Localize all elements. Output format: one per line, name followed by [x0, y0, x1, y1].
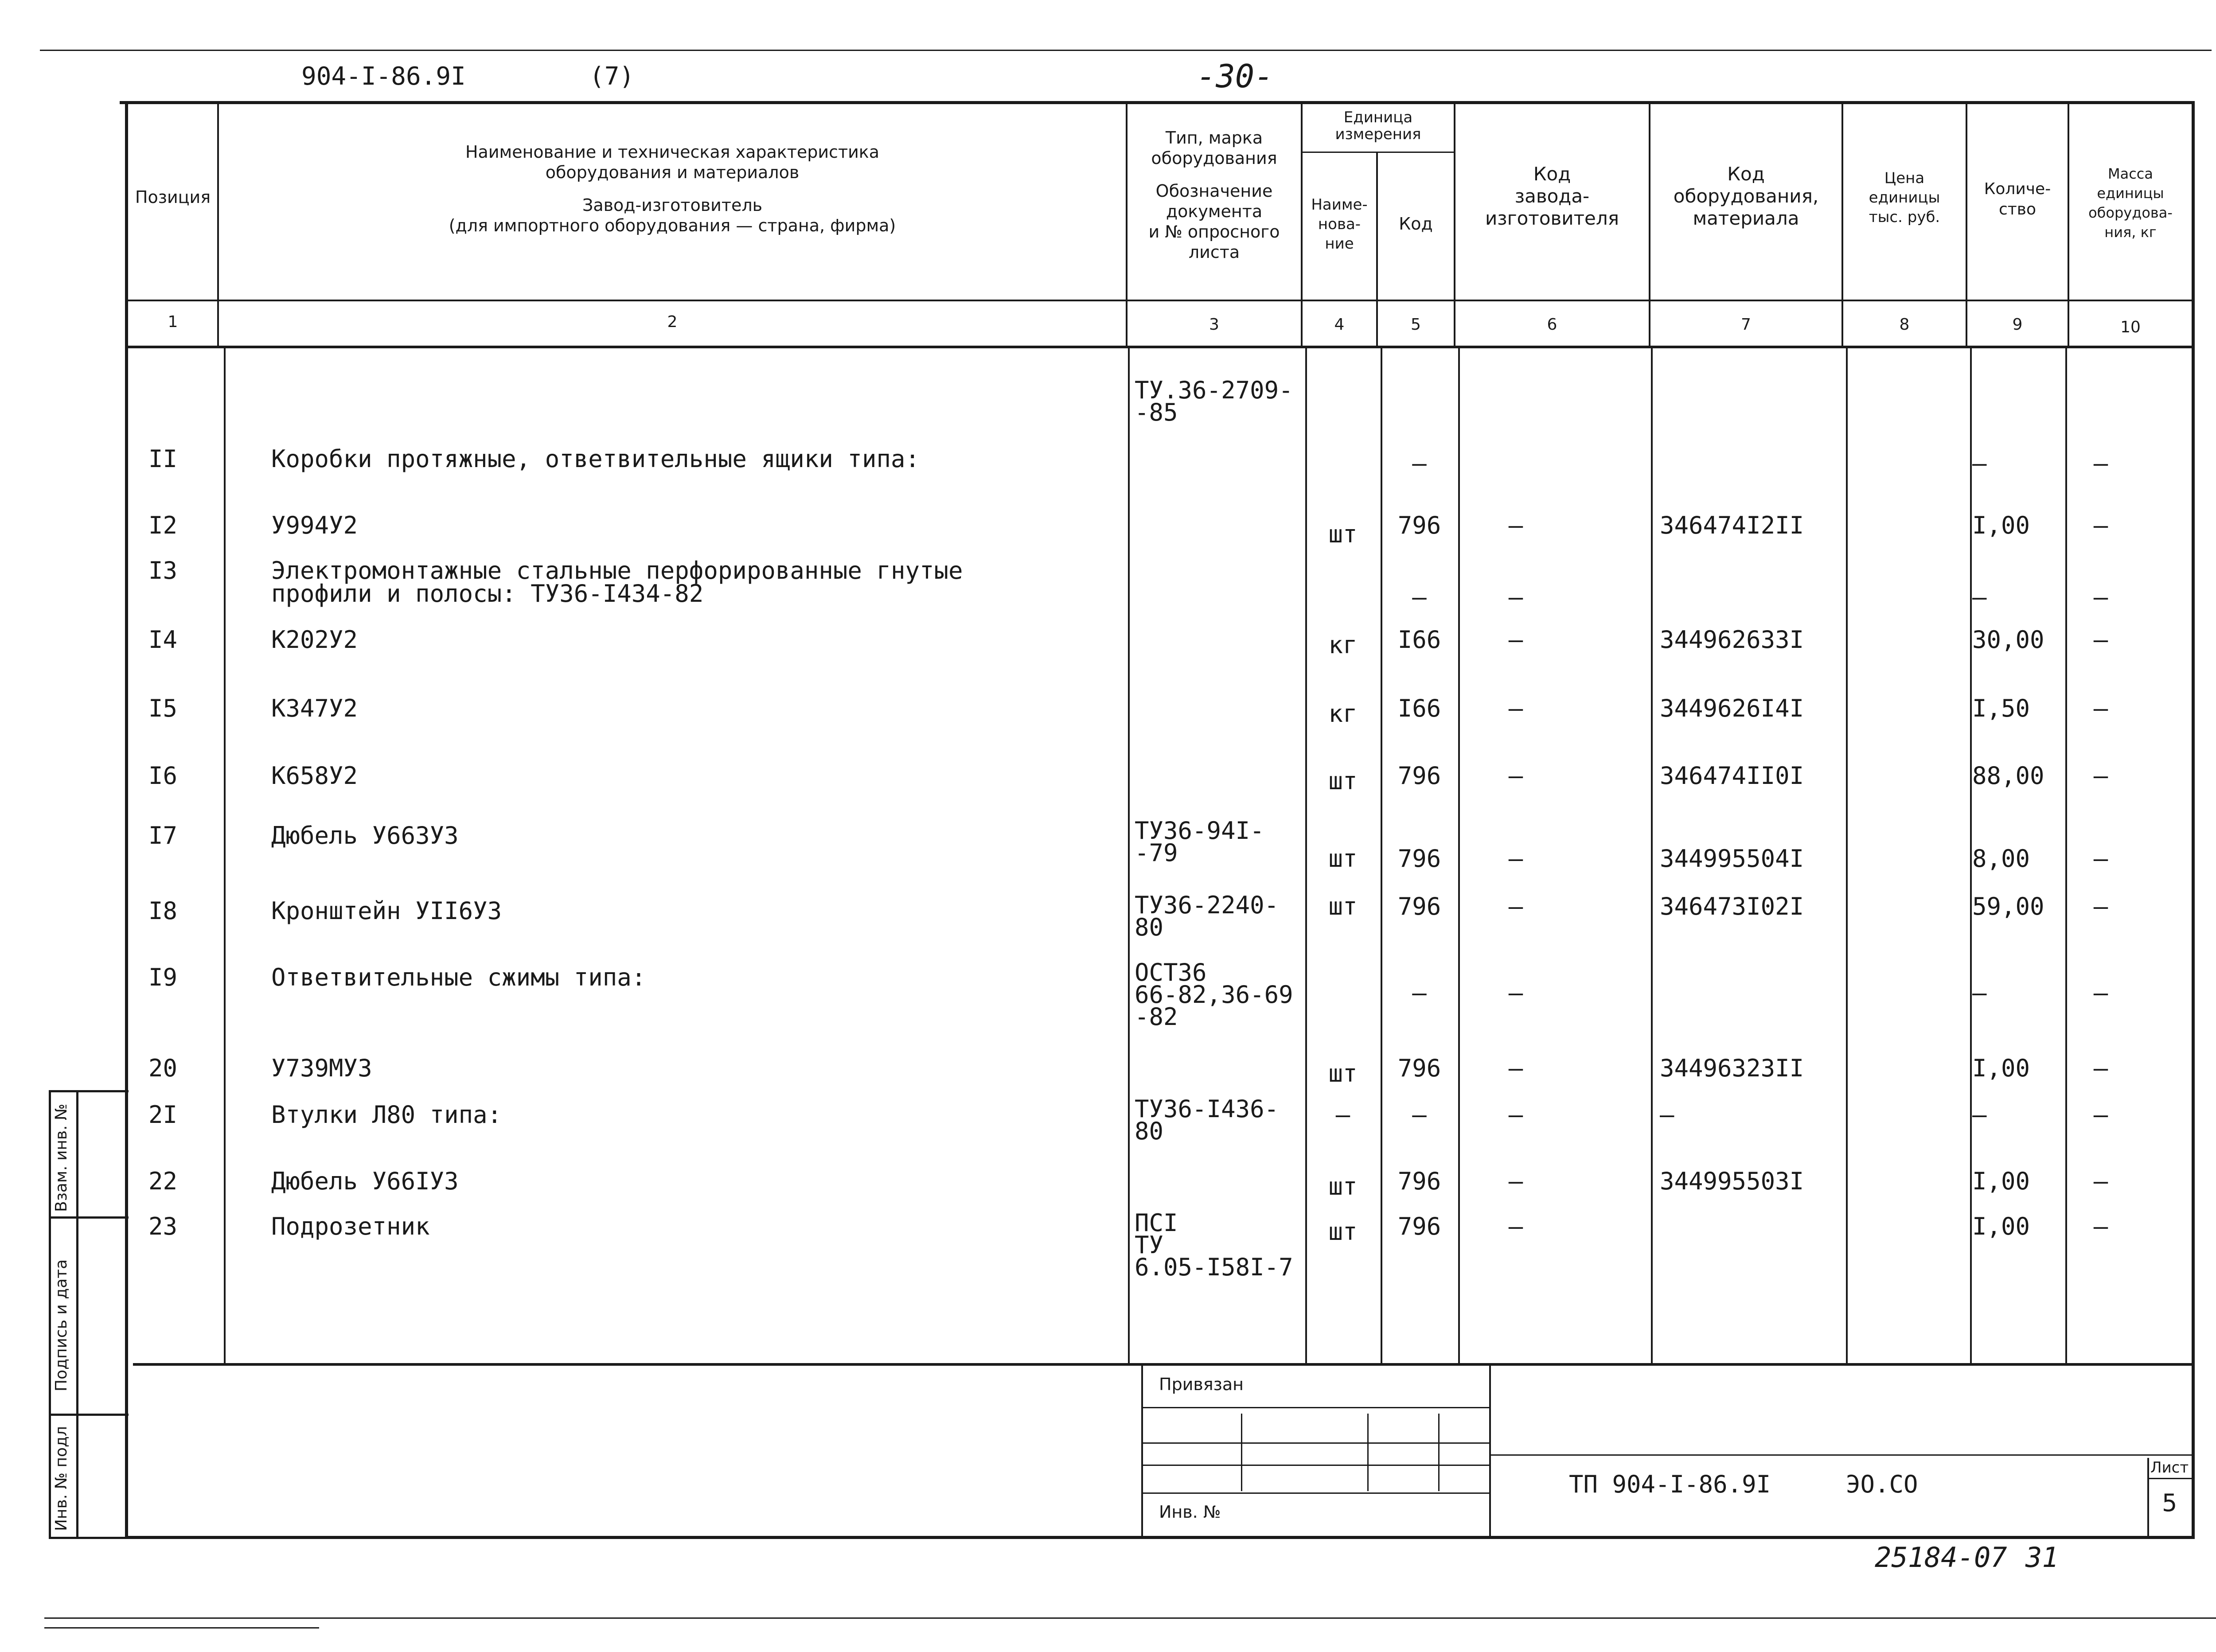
col-unit-code-header: Код: [1399, 214, 1433, 234]
cell-unit-code: 796: [1397, 762, 1441, 790]
cell-quantity: 59,00: [1972, 892, 2044, 920]
body-div-1: [224, 348, 226, 1363]
cell-name: У739МУ3: [271, 1054, 372, 1082]
cell-name: У994У2: [271, 511, 358, 539]
cell-equipment-code: 346474I2II: [1660, 511, 1804, 539]
side-stamp-sep-2: [49, 1414, 129, 1416]
cell-unit-code: 796: [1397, 892, 1441, 920]
cell-document: ТУ36-94I- -79: [1135, 817, 1264, 867]
cell-unit-name: шт: [1328, 520, 1358, 548]
cell-unit-name: шт: [1328, 1173, 1358, 1200]
body-div-6: [1651, 348, 1653, 1363]
cell-unit-name: шт: [1328, 1218, 1358, 1246]
cell-unit-code: I66: [1397, 694, 1441, 722]
archive-page: 31: [2025, 1541, 2059, 1574]
stamp-grid-v3: [1438, 1414, 1440, 1491]
cell-unit-code: –: [1412, 449, 1427, 477]
cell-name: Электромонтажные стальные перфорированные гнутые профили и полосы: ТУ36-I434-82: [271, 557, 963, 608]
cell-quantity: I,00: [1972, 1054, 2030, 1082]
cell-quantity: –: [1972, 1101, 1987, 1129]
side-stamp-bottom: [49, 1537, 129, 1539]
stamp-grid-1: [1141, 1407, 1489, 1408]
frame-right: [2192, 101, 2195, 1539]
cell-factory-code: –: [1508, 1212, 1523, 1240]
bottom-rule-1: [44, 1617, 2216, 1619]
cell-mass: –: [2093, 1167, 2108, 1195]
unit-subrule: [1302, 152, 1455, 153]
cell-position: I7: [148, 822, 178, 849]
stamp-linked-label: Привязан: [1159, 1375, 1244, 1394]
cell-position: 2I: [148, 1101, 178, 1129]
cell-mass: –: [2093, 1101, 2108, 1129]
cell-quantity: –: [1972, 583, 1987, 611]
cell-mass: –: [2093, 979, 2108, 1007]
col-num-4: 4: [1334, 316, 1345, 334]
stamp-sheet-rule: [2147, 1478, 2194, 1479]
hdr-rule: [126, 300, 2194, 301]
col-position-header: Позиция: [135, 187, 211, 207]
col-type-header: Тип, марка оборудования Обозначение документа и № опросного листа: [1148, 128, 1280, 262]
cell-quantity: I,00: [1972, 1167, 2030, 1195]
cell-name: Втулки Л80 типа:: [271, 1101, 502, 1129]
side-vzam-inv: Взам. инв. №: [52, 1103, 70, 1212]
body-div-7: [1846, 348, 1848, 1363]
cell-mass: –: [2093, 694, 2108, 722]
stamp-grid-2: [1141, 1442, 1489, 1444]
doc-code: 904-I-86.9I: [301, 62, 466, 91]
cell-position: I9: [148, 963, 178, 991]
cell-position: 23: [148, 1212, 178, 1240]
col-mass-header: Масса единицы оборудова- ния, кг: [2088, 165, 2173, 241]
col-num-8: 8: [1899, 316, 1910, 334]
col-num-3: 3: [1209, 316, 1219, 334]
stamp-grid-v2: [1367, 1414, 1369, 1491]
stamp-div-right: [1489, 1366, 1491, 1536]
cell-position: I2: [148, 511, 178, 539]
cell-factory-code: –: [1508, 694, 1523, 722]
cell-factory-code: –: [1508, 626, 1523, 654]
cell-unit-name: кг: [1328, 631, 1358, 659]
cell-position: I6: [148, 762, 178, 790]
frame-bottom: [125, 1536, 2195, 1539]
body-div-3: [1305, 348, 1307, 1363]
top-rule: [40, 50, 2212, 51]
col-num-5: 5: [1411, 316, 1421, 334]
cell-position: 20: [148, 1054, 178, 1082]
col-name-header: Наименование и техническая характеристика оборудования и материалов Завод-изготовитель (для импортного оборудования — страна, фирма): [449, 142, 896, 235]
cell-unit-code: 796: [1397, 845, 1441, 873]
cell-mass: –: [2093, 845, 2108, 873]
cell-position: I5: [148, 694, 178, 722]
cell-position: 22: [148, 1167, 178, 1195]
cell-unit-name: –: [1335, 1101, 1350, 1129]
col-num-6: 6: [1547, 316, 1557, 334]
cell-document: ТУ36-I436- 80: [1135, 1095, 1279, 1145]
body-div-5: [1458, 348, 1460, 1363]
cell-unit-name: шт: [1328, 892, 1358, 920]
cell-quantity: 30,00: [1972, 626, 2044, 654]
cell-factory-code: –: [1508, 845, 1523, 873]
cell-position: I8: [148, 897, 178, 925]
cell-unit-code: 796: [1397, 1167, 1441, 1195]
cell-equipment-code: –: [1660, 1101, 1674, 1129]
cell-document: ТУ.36-2709- -85: [1135, 376, 1293, 426]
cell-factory-code: –: [1508, 583, 1523, 611]
cell-name: Дюбель У663У3: [271, 822, 459, 849]
side-inv-podl: Инв. № подл: [52, 1426, 70, 1531]
cell-mass: –: [2093, 892, 2108, 920]
col-factory-code-header: Код завода- изготовителя: [1485, 163, 1619, 229]
col-num-1: 1: [168, 313, 178, 331]
stamp-grid-v1: [1241, 1414, 1242, 1491]
cell-unit-name: шт: [1328, 767, 1358, 795]
col-num-10: 10: [2120, 318, 2141, 336]
side-stamp-left: [49, 1090, 51, 1538]
cell-factory-code: –: [1508, 892, 1523, 920]
hdr-div-8: [1966, 103, 1967, 347]
variant-label: (7): [589, 62, 635, 91]
cell-equipment-code: 346473I02I: [1660, 892, 1804, 920]
cell-name: Кронштейн УII6У3: [271, 897, 502, 925]
hdr-rule-bold: [126, 346, 2194, 348]
stamp-inv-label: Инв. №: [1159, 1502, 1221, 1522]
cell-equipment-code: 344995503I: [1660, 1167, 1804, 1195]
cell-document: ТУ36-2240- 80: [1135, 891, 1279, 941]
cell-unit-code: –: [1412, 979, 1427, 1007]
cell-mass: –: [2093, 583, 2108, 611]
cell-unit-code: I66: [1397, 626, 1441, 654]
cell-equipment-code: 344995504I: [1660, 845, 1804, 873]
cell-name: К202У2: [271, 626, 358, 654]
body-div-2: [1128, 348, 1130, 1363]
stamp-designation: ТП 904-I-86.9I: [1569, 1470, 1771, 1498]
cell-unit-code: 796: [1397, 1212, 1441, 1240]
stamp-grid-3: [1141, 1465, 1489, 1466]
side-stamp-mid: [76, 1090, 78, 1538]
col-equip-code-header: Код оборудования, материала: [1673, 163, 1819, 229]
cell-unit-name: кг: [1328, 700, 1358, 728]
side-stamp-top: [49, 1090, 129, 1092]
cell-factory-code: –: [1508, 979, 1523, 1007]
col-unit-name-header: Наиме- нова- ние: [1311, 196, 1368, 253]
cell-quantity: –: [1972, 979, 1987, 1007]
cell-name: К347У2: [271, 694, 358, 722]
cell-unit-code: 796: [1397, 511, 1441, 539]
cell-unit-code: 796: [1397, 1054, 1441, 1082]
body-div-8: [1970, 348, 1972, 1363]
col-unit-header: Единица измерения: [1335, 109, 1421, 143]
bottom-rule-2: [44, 1627, 319, 1629]
cell-name: Коробки протяжные, ответвительные ящики типа:: [271, 445, 920, 473]
cell-factory-code: –: [1508, 1054, 1523, 1082]
cell-mass: –: [2093, 626, 2108, 654]
stamp-div-left: [1141, 1366, 1143, 1536]
cell-factory-code: –: [1508, 511, 1523, 539]
body-div-4: [1381, 348, 1382, 1363]
frame-left: [125, 101, 128, 1539]
cell-unit-code: –: [1412, 1101, 1427, 1129]
cell-equipment-code: 344962633I: [1660, 626, 1804, 654]
archive-number: 25184-07: [1875, 1541, 2007, 1574]
cell-equipment-code: 3449626I4I: [1660, 694, 1804, 722]
cell-mass: –: [2093, 511, 2108, 539]
cell-unit-name: шт: [1328, 845, 1358, 873]
cell-mass: –: [2093, 449, 2108, 477]
cell-name: Ответвительные сжимы типа:: [271, 963, 646, 991]
cell-name: К658У2: [271, 762, 358, 790]
cell-mass: –: [2093, 762, 2108, 790]
cell-quantity: 8,00: [1972, 845, 2030, 873]
body-div-9: [2065, 348, 2067, 1363]
col-qty-header: Количе- ство: [1984, 180, 2051, 218]
stamp-sheet-divider: [2147, 1458, 2149, 1536]
cell-position: I4: [148, 626, 178, 654]
cell-factory-code: –: [1508, 762, 1523, 790]
cell-mass: –: [2093, 1054, 2108, 1082]
side-sign-date: Подпись и дата: [52, 1259, 70, 1391]
cell-equipment-code: 34496323II: [1660, 1054, 1804, 1082]
stamp-sheet-value: 5: [2162, 1489, 2177, 1517]
cell-unit-name: шт: [1328, 1060, 1358, 1087]
page-number: -30-: [1197, 58, 1274, 95]
cell-unit-code: –: [1412, 583, 1427, 611]
stamp-grid-4: [1141, 1492, 1489, 1494]
cell-mass: –: [2093, 1212, 2108, 1240]
cell-quantity: I,00: [1972, 1212, 2030, 1240]
col-num-2: 2: [667, 313, 678, 331]
cell-factory-code: –: [1508, 1101, 1523, 1129]
col-price-header: Цена единицы тыс. руб.: [1869, 169, 1940, 226]
cell-position: II: [148, 445, 178, 473]
col-num-9: 9: [2012, 316, 2023, 334]
cell-equipment-code: 346474II0I: [1660, 762, 1804, 790]
cell-document: ОСТ36 66-82,36-69 -82: [1135, 958, 1293, 1031]
stamp-title-rule: [1491, 1454, 2194, 1456]
stamp-top-rule: [133, 1363, 2194, 1366]
cell-quantity: I,50: [1972, 694, 2030, 722]
cell-position: I3: [148, 557, 178, 584]
stamp-sheet-label: Лист: [2150, 1459, 2189, 1477]
cell-quantity: 88,00: [1972, 762, 2044, 790]
cell-name: Дюбель У66IУ3: [271, 1167, 459, 1195]
cell-quantity: I,00: [1972, 511, 2030, 539]
cell-name: Подрозетник: [271, 1212, 430, 1240]
side-stamp-sep-1: [49, 1216, 129, 1219]
cell-document: ПСI ТУ 6.05-I58I-7: [1135, 1209, 1293, 1281]
cell-quantity: –: [1972, 449, 1987, 477]
frame-top: [120, 101, 2194, 104]
stamp-section: ЭО.СО: [1846, 1470, 1918, 1498]
cell-factory-code: –: [1508, 1167, 1523, 1195]
col-num-7: 7: [1741, 316, 1751, 334]
